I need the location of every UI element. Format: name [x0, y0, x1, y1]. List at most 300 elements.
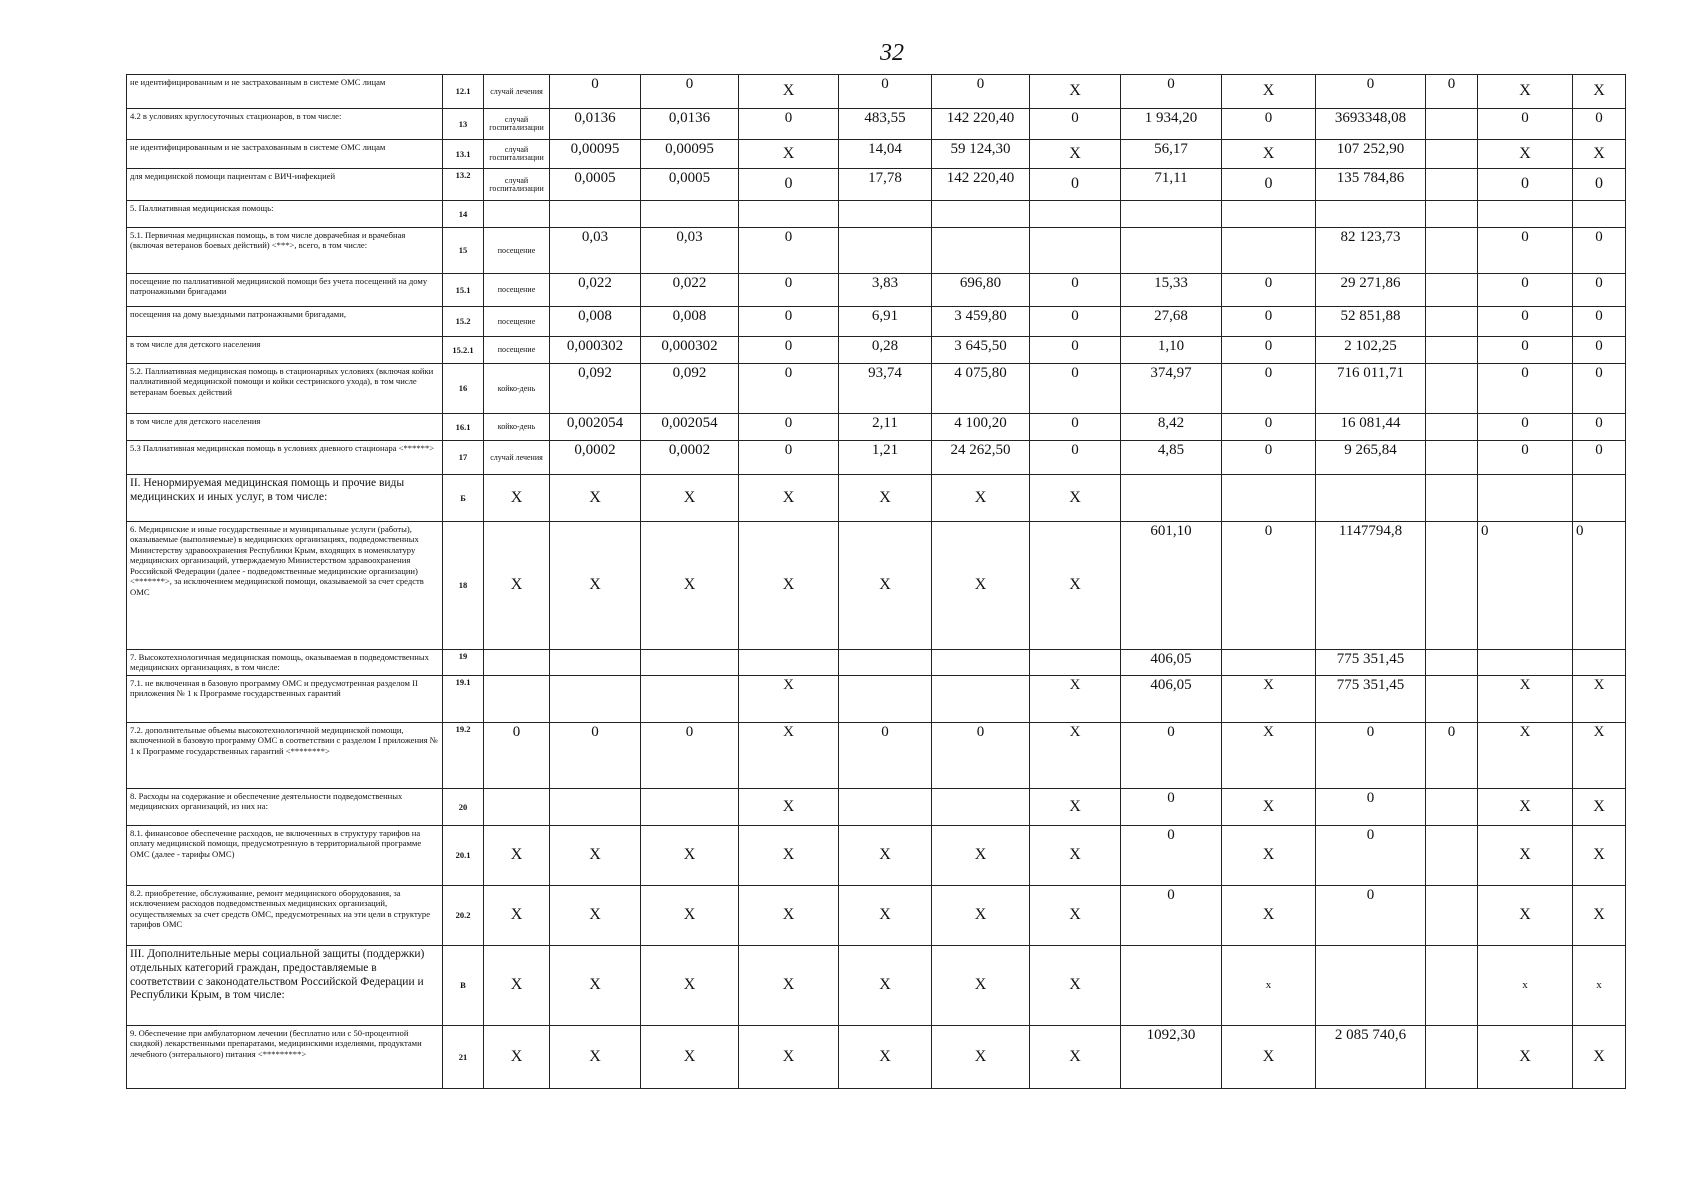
cell-unit: посещение	[484, 337, 550, 364]
cell-col-11: X	[1222, 885, 1316, 945]
cell-row-description: 5.2. Паллиативная медицинская помощь в стационарных условиях (включая койки паллиативной медицинской помощи и койки сестринского ухода), в том числе ветеранам боевых действий	[127, 364, 443, 414]
cell-col-5: X	[641, 945, 739, 1025]
cell-row-description: 7.1. не включенная в базовую программу ОМС и предусмотренная разделом II приложения № 1 к Программе государственных гарантий	[127, 675, 443, 722]
cell-col-7: X	[839, 885, 932, 945]
cell-row-description: посещение по паллиативной медицинской помощи без учета посещений на дому патронажными бригадами	[127, 274, 443, 307]
cell-row-code: 15.2	[443, 307, 484, 337]
table-row	[127, 885, 1626, 945]
cell-row-code: 12.1	[443, 75, 484, 109]
cell-col-4	[550, 675, 641, 722]
cell-unit: посещение	[484, 228, 550, 274]
cell-col-13	[1426, 169, 1478, 201]
cell-col-13	[1426, 201, 1478, 228]
cell-col-8: 3 645,50	[932, 337, 1030, 364]
cell-col-14: 0	[1478, 274, 1573, 307]
cell-col-5: X	[641, 1025, 739, 1088]
cell-col-13: 0	[1426, 75, 1478, 109]
cell-col-14: X	[1478, 675, 1573, 722]
cell-col-12: 0	[1316, 825, 1426, 885]
cell-col-4: 0,008	[550, 307, 641, 337]
cell-col-9: X	[1030, 722, 1121, 788]
cell-col-6: 0	[739, 441, 839, 475]
cell-col-10: 0	[1121, 825, 1222, 885]
cell-col-9: 0	[1030, 169, 1121, 201]
cell-col-11: X	[1222, 722, 1316, 788]
table-row	[127, 109, 1626, 140]
cell-col-15: 0	[1573, 364, 1626, 414]
cell-col-9	[1030, 228, 1121, 274]
cell-col-6: X	[739, 475, 839, 522]
cell-col-4: 0	[550, 75, 641, 109]
cell-col-15: 0	[1573, 337, 1626, 364]
cell-col-9: X	[1030, 825, 1121, 885]
cell-col-8: 4 075,80	[932, 364, 1030, 414]
cell-unit: случай госпитализации	[484, 140, 550, 169]
cell-col-15: X	[1573, 675, 1626, 722]
cell-col-6: 0	[739, 307, 839, 337]
cell-col-10: 27,68	[1121, 307, 1222, 337]
cell-col-6: X	[739, 1025, 839, 1088]
table-row	[127, 75, 1626, 109]
cell-col-13	[1426, 140, 1478, 169]
cell-col-10: 406,05	[1121, 650, 1222, 676]
cell-col-14: X	[1478, 788, 1573, 825]
cell-col-13	[1426, 307, 1478, 337]
cell-col-8: X	[932, 522, 1030, 650]
cell-col-6	[739, 650, 839, 676]
cell-row-description: в том числе для детского населения	[127, 414, 443, 441]
cell-col-4: 0,022	[550, 274, 641, 307]
cell-unit: X	[484, 945, 550, 1025]
cell-col-6: X	[739, 140, 839, 169]
cell-col-15: x	[1573, 945, 1626, 1025]
cell-col-12: 0	[1316, 788, 1426, 825]
cell-col-8: 24 262,50	[932, 441, 1030, 475]
cell-col-15: X	[1573, 140, 1626, 169]
cell-col-7: X	[839, 1025, 932, 1088]
cell-col-4: 0,0002	[550, 441, 641, 475]
cell-col-11: 0	[1222, 274, 1316, 307]
cell-col-10: 601,10	[1121, 522, 1222, 650]
cell-col-7	[839, 675, 932, 722]
table-row	[127, 650, 1626, 676]
cell-col-13	[1426, 825, 1478, 885]
table-row	[127, 414, 1626, 441]
cell-col-7: X	[839, 945, 932, 1025]
cell-col-9: X	[1030, 475, 1121, 522]
cell-col-11: x	[1222, 945, 1316, 1025]
cell-col-11: 0	[1222, 169, 1316, 201]
cell-row-code: 20.2	[443, 885, 484, 945]
cell-col-11: X	[1222, 1025, 1316, 1088]
cell-col-9: 0	[1030, 274, 1121, 307]
cell-col-7: 6,91	[839, 307, 932, 337]
cell-col-8: X	[932, 1025, 1030, 1088]
cell-unit	[484, 788, 550, 825]
cell-col-11: 0	[1222, 109, 1316, 140]
cell-row-code: 16	[443, 364, 484, 414]
cell-col-5: 0	[641, 75, 739, 109]
cell-col-13	[1426, 650, 1478, 676]
cell-col-15: 0	[1573, 109, 1626, 140]
cell-col-8: 0	[932, 722, 1030, 788]
cell-col-15	[1573, 650, 1626, 676]
cell-col-10	[1121, 475, 1222, 522]
cell-row-description: II. Ненормируемая медицинская помощь и прочие виды медицинских и иных услуг, в том числе:	[127, 475, 443, 522]
cell-unit	[484, 201, 550, 228]
cell-row-code: 15.1	[443, 274, 484, 307]
cell-row-code: 19.1	[443, 675, 484, 722]
cell-row-code: 16.1	[443, 414, 484, 441]
cell-col-7: X	[839, 522, 932, 650]
cell-row-code: 13.2	[443, 169, 484, 201]
table-row	[127, 788, 1626, 825]
cell-col-4: 0,092	[550, 364, 641, 414]
cell-unit: случай госпитализации	[484, 169, 550, 201]
cell-col-12: 775 351,45	[1316, 650, 1426, 676]
cell-row-code: 17	[443, 441, 484, 475]
cell-col-7	[839, 201, 932, 228]
cell-col-15: X	[1573, 1025, 1626, 1088]
cell-col-14	[1478, 475, 1573, 522]
cell-row-code: 14	[443, 201, 484, 228]
cell-col-12: 52 851,88	[1316, 307, 1426, 337]
cell-row-description: 5.1. Первичная медицинская помощь, в том числе доврачебная и врачебная (включая ветеранов боевых действий) <***>, всего, в том числе:	[127, 228, 443, 274]
cell-col-14: 0	[1478, 364, 1573, 414]
cell-col-8: 59 124,30	[932, 140, 1030, 169]
table-row	[127, 337, 1626, 364]
cell-unit	[484, 650, 550, 676]
cell-col-8: 4 100,20	[932, 414, 1030, 441]
cell-unit	[484, 675, 550, 722]
cell-col-12: 82 123,73	[1316, 228, 1426, 274]
cell-row-description: 8.2. приобретение, обслуживание, ремонт медицинского оборудования, за исключением расходов подведомственных медицинских организаций, осуществляемых за счет средств ОМС, предусмотренных на эти цели в структуре тарифов ОМС	[127, 885, 443, 945]
cell-col-5: 0,0002	[641, 441, 739, 475]
cell-col-5: 0	[641, 722, 739, 788]
cell-unit: 0	[484, 722, 550, 788]
cell-col-8: X	[932, 885, 1030, 945]
cell-row-code: В	[443, 945, 484, 1025]
cell-col-4: 0,00095	[550, 140, 641, 169]
cell-row-description: 8. Расходы на содержание и обеспечение деятельности подведомственных медицинских организаций, из них на:	[127, 788, 443, 825]
cell-col-7: 483,55	[839, 109, 932, 140]
cell-col-5	[641, 788, 739, 825]
cell-col-9: 0	[1030, 307, 1121, 337]
cell-col-5: 0,022	[641, 274, 739, 307]
cell-col-6: 0	[739, 364, 839, 414]
cell-col-8: X	[932, 825, 1030, 885]
cell-col-8: 3 459,80	[932, 307, 1030, 337]
page-number: 32	[880, 40, 904, 66]
cell-col-5: 0,092	[641, 364, 739, 414]
cell-col-9	[1030, 201, 1121, 228]
cell-col-11: X	[1222, 788, 1316, 825]
cell-row-description: для медицинской помощи пациентам с ВИЧ-инфекцией	[127, 169, 443, 201]
cell-col-13	[1426, 522, 1478, 650]
cell-col-9: 0	[1030, 364, 1121, 414]
cell-col-15: X	[1573, 75, 1626, 109]
cell-row-code: 15	[443, 228, 484, 274]
cell-col-10: 71,11	[1121, 169, 1222, 201]
table-row	[127, 307, 1626, 337]
cell-col-11: 0	[1222, 441, 1316, 475]
cell-unit: X	[484, 522, 550, 650]
cell-col-7	[839, 788, 932, 825]
cell-col-11: X	[1222, 675, 1316, 722]
cell-col-10: 0	[1121, 75, 1222, 109]
cell-unit: случай лечения	[484, 441, 550, 475]
cell-col-12	[1316, 475, 1426, 522]
cell-col-13	[1426, 228, 1478, 274]
cell-col-5: X	[641, 825, 739, 885]
cell-col-8	[932, 201, 1030, 228]
cell-unit: X	[484, 1025, 550, 1088]
cell-col-14: 0	[1478, 522, 1573, 650]
table-row	[127, 441, 1626, 475]
cell-col-14: 0	[1478, 414, 1573, 441]
cell-col-15: 0	[1573, 274, 1626, 307]
cell-col-10: 374,97	[1121, 364, 1222, 414]
cell-col-13	[1426, 441, 1478, 475]
table-body	[127, 75, 1626, 1089]
cell-col-12: 2 085 740,6	[1316, 1025, 1426, 1088]
cell-col-11	[1222, 228, 1316, 274]
cell-col-10: 406,05	[1121, 675, 1222, 722]
cell-col-4: X	[550, 825, 641, 885]
cell-col-8: 142 220,40	[932, 169, 1030, 201]
cell-row-description: 4.2 в условиях круглосуточных стационаров, в том числе:	[127, 109, 443, 140]
cell-col-4: 0,0136	[550, 109, 641, 140]
cell-col-8: 0	[932, 75, 1030, 109]
cell-col-9: X	[1030, 1025, 1121, 1088]
cell-col-6: X	[739, 788, 839, 825]
table-row	[127, 825, 1626, 885]
table-row	[127, 945, 1626, 1025]
cell-row-description: 5.3 Паллиативная медицинская помощь в условиях дневного стационара <******>	[127, 441, 443, 475]
cell-col-14	[1478, 650, 1573, 676]
cell-col-13	[1426, 885, 1478, 945]
cell-col-10: 8,42	[1121, 414, 1222, 441]
cell-col-11: 0	[1222, 364, 1316, 414]
cell-col-5	[641, 650, 739, 676]
cell-row-description: 7.2. дополнительные объемы высокотехнологичной медицинской помощи, включенной в базовую программу ОМС в соответствии с разделом I приложения № 1 к Программе государственных гарантий <********>	[127, 722, 443, 788]
cell-col-12: 16 081,44	[1316, 414, 1426, 441]
cell-col-13	[1426, 364, 1478, 414]
cell-col-10: 56,17	[1121, 140, 1222, 169]
cell-col-7: 0,28	[839, 337, 932, 364]
table-row	[127, 201, 1626, 228]
cell-col-8: 142 220,40	[932, 109, 1030, 140]
cell-col-5: 0,03	[641, 228, 739, 274]
cell-col-5: 0,000302	[641, 337, 739, 364]
table-row	[127, 1025, 1626, 1088]
cell-col-13	[1426, 274, 1478, 307]
cell-col-4: 0,000302	[550, 337, 641, 364]
cell-row-description: III. Дополнительные меры социальной защиты (поддержки) отдельных категорий граждан, предоставляемые в соответствии с законодательством Российской Федерации и Республики Крым, в том числе:	[127, 945, 443, 1025]
cell-col-10: 4,85	[1121, 441, 1222, 475]
cell-col-12	[1316, 945, 1426, 1025]
cell-col-7: X	[839, 825, 932, 885]
cell-col-7: 93,74	[839, 364, 932, 414]
cell-row-description: не идентифицированным и не застрахованным в системе ОМС лицам	[127, 140, 443, 169]
cell-col-7: 2,11	[839, 414, 932, 441]
cell-col-5: 0,002054	[641, 414, 739, 441]
cell-col-11: 0	[1222, 522, 1316, 650]
cell-col-10: 1,10	[1121, 337, 1222, 364]
cell-col-8	[932, 228, 1030, 274]
cell-row-description: 9. Обеспечение при амбулаторном лечении (бесплатно или с 50-процентной скидкой) лекарственными препаратами, медицинскими изделиями, продуктами лечебного (энтерального) питания <*********>	[127, 1025, 443, 1088]
cell-col-9: X	[1030, 522, 1121, 650]
cell-col-7: 17,78	[839, 169, 932, 201]
cell-col-9: 0	[1030, 109, 1121, 140]
cell-col-8: 696,80	[932, 274, 1030, 307]
cell-col-5: 0,008	[641, 307, 739, 337]
cell-col-15: X	[1573, 825, 1626, 885]
cell-col-8: X	[932, 945, 1030, 1025]
cell-col-10: 15,33	[1121, 274, 1222, 307]
cell-col-4: 0,002054	[550, 414, 641, 441]
cell-row-code: 13.1	[443, 140, 484, 169]
cell-col-6: 0	[739, 228, 839, 274]
cell-col-4	[550, 201, 641, 228]
cell-col-7: 3,83	[839, 274, 932, 307]
cell-col-12: 29 271,86	[1316, 274, 1426, 307]
cell-row-code: 15.2.1	[443, 337, 484, 364]
cell-col-12: 1147794,8	[1316, 522, 1426, 650]
table-row	[127, 274, 1626, 307]
cell-col-14: 0	[1478, 169, 1573, 201]
cell-col-7	[839, 228, 932, 274]
cell-col-6: X	[739, 885, 839, 945]
cell-col-14: X	[1478, 825, 1573, 885]
cell-col-14	[1478, 201, 1573, 228]
budget-table	[126, 74, 1626, 1089]
cell-row-code: 20.1	[443, 825, 484, 885]
cell-col-11: X	[1222, 140, 1316, 169]
cell-col-6: X	[739, 522, 839, 650]
cell-row-description: 6. Медицинские и иные государственные и муниципальные услуги (работы), оказываемые (выполняемые) в медицинских организациях, подведомственных Министерству здравоохранения Республики Крым, входящих в номенклатуру медицинских организаций, утверждаемую Министерством здравоохранения Российской Федерации (далее - подведомственные медицинские организации) <*******>, за исключением медицинской помощи, оказываемой за счет средств ОМС	[127, 522, 443, 650]
cell-col-15: 0	[1573, 169, 1626, 201]
cell-col-15: 0	[1573, 414, 1626, 441]
cell-col-7	[839, 650, 932, 676]
cell-col-12: 0	[1316, 75, 1426, 109]
cell-col-12: 107 252,90	[1316, 140, 1426, 169]
cell-col-13: 0	[1426, 722, 1478, 788]
cell-unit: X	[484, 825, 550, 885]
cell-col-14: X	[1478, 140, 1573, 169]
cell-row-code: 19	[443, 650, 484, 676]
cell-col-14: 0	[1478, 337, 1573, 364]
cell-col-9: X	[1030, 788, 1121, 825]
cell-col-9: X	[1030, 75, 1121, 109]
cell-col-11: 0	[1222, 307, 1316, 337]
cell-row-description: не идентифицированным и не застрахованным в системе ОМС лицам	[127, 75, 443, 109]
cell-col-6: X	[739, 945, 839, 1025]
cell-col-10	[1121, 228, 1222, 274]
cell-col-14: X	[1478, 75, 1573, 109]
cell-col-4	[550, 788, 641, 825]
cell-col-11: 0	[1222, 414, 1316, 441]
table-row	[127, 364, 1626, 414]
table-row	[127, 675, 1626, 722]
cell-col-9: X	[1030, 885, 1121, 945]
cell-col-4: X	[550, 945, 641, 1025]
cell-col-11	[1222, 650, 1316, 676]
cell-col-13	[1426, 1025, 1478, 1088]
cell-col-9	[1030, 650, 1121, 676]
cell-col-13	[1426, 945, 1478, 1025]
table-row	[127, 475, 1626, 522]
cell-col-9: 0	[1030, 441, 1121, 475]
cell-col-11	[1222, 475, 1316, 522]
cell-col-6	[739, 201, 839, 228]
cell-col-13	[1426, 675, 1478, 722]
cell-col-13	[1426, 337, 1478, 364]
cell-col-12: 9 265,84	[1316, 441, 1426, 475]
cell-col-9: X	[1030, 140, 1121, 169]
table-row	[127, 169, 1626, 201]
cell-col-12: 135 784,86	[1316, 169, 1426, 201]
cell-col-8	[932, 675, 1030, 722]
cell-col-15: 0	[1573, 307, 1626, 337]
cell-col-14: 0	[1478, 228, 1573, 274]
cell-col-15: 0	[1573, 522, 1626, 650]
cell-col-15: X	[1573, 788, 1626, 825]
cell-col-12	[1316, 201, 1426, 228]
cell-col-4: X	[550, 475, 641, 522]
cell-col-8	[932, 650, 1030, 676]
cell-col-13	[1426, 788, 1478, 825]
cell-col-9: 0	[1030, 337, 1121, 364]
cell-col-6: 0	[739, 169, 839, 201]
cell-col-8	[932, 788, 1030, 825]
cell-col-14: X	[1478, 722, 1573, 788]
cell-col-7: X	[839, 475, 932, 522]
cell-col-4: X	[550, 522, 641, 650]
cell-col-10: 1 934,20	[1121, 109, 1222, 140]
cell-col-5: X	[641, 885, 739, 945]
cell-col-10: 0	[1121, 722, 1222, 788]
cell-col-14: x	[1478, 945, 1573, 1025]
cell-col-5: 0,00095	[641, 140, 739, 169]
cell-col-10	[1121, 201, 1222, 228]
cell-col-5: X	[641, 522, 739, 650]
cell-col-7: 0	[839, 722, 932, 788]
cell-col-5	[641, 675, 739, 722]
table-row	[127, 722, 1626, 788]
cell-row-description: посещения на дому выездными патронажными бригадами,	[127, 307, 443, 337]
cell-col-4: 0	[550, 722, 641, 788]
cell-col-10: 0	[1121, 885, 1222, 945]
cell-col-11	[1222, 201, 1316, 228]
cell-col-6: X	[739, 825, 839, 885]
cell-col-8: X	[932, 475, 1030, 522]
cell-col-10	[1121, 945, 1222, 1025]
cell-col-12: 3693348,08	[1316, 109, 1426, 140]
cell-col-4: X	[550, 885, 641, 945]
cell-unit: X	[484, 475, 550, 522]
cell-col-6: 0	[739, 414, 839, 441]
cell-unit: койко-день	[484, 364, 550, 414]
cell-col-13	[1426, 109, 1478, 140]
cell-col-12: 0	[1316, 722, 1426, 788]
cell-row-code: 19.2	[443, 722, 484, 788]
cell-col-11: 0	[1222, 337, 1316, 364]
cell-unit: случай госпитализации	[484, 109, 550, 140]
cell-col-15: X	[1573, 885, 1626, 945]
cell-col-9: 0	[1030, 414, 1121, 441]
cell-row-description: 7. Высокотехнологичная медицинская помощь, оказываемая в подведомственных медицинских организациях, в том числе:	[127, 650, 443, 676]
